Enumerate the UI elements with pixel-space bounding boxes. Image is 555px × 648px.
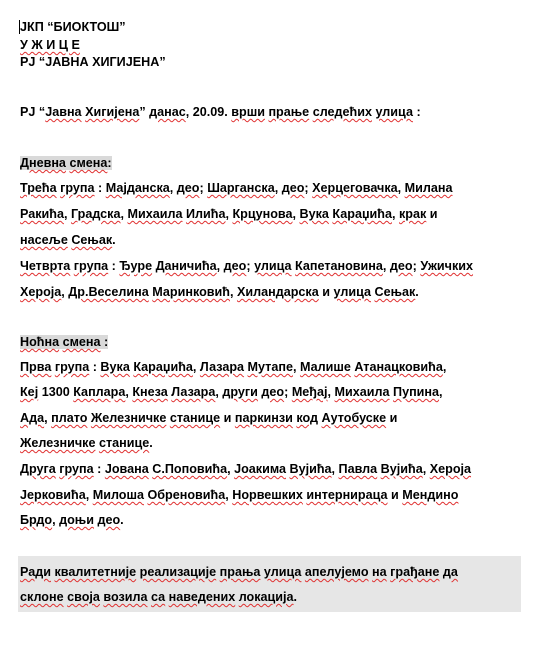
text-seg: група: [73, 259, 109, 273]
text-seg: Сењак: [374, 285, 416, 299]
text-seg: ,: [382, 259, 390, 273]
text-seg: и: [387, 488, 403, 502]
text-seg: 1300: [38, 385, 74, 399]
text-seg: Мајданска: [105, 181, 170, 195]
text-seg: улица: [263, 565, 302, 579]
text-seg: С.Поповића: [152, 462, 228, 476]
text-seg: Јована: [104, 462, 149, 476]
text-seg: код: [296, 411, 319, 425]
intro-seg: следећих: [312, 105, 372, 119]
text-seg: :: [94, 181, 106, 195]
text-seg: .: [112, 233, 116, 247]
text-seg: наведених: [168, 590, 236, 604]
text-seg: Прва: [20, 360, 52, 374]
text-seg: :: [89, 360, 101, 374]
text-seg: Вука: [100, 360, 130, 374]
text-seg: Лазара: [171, 385, 216, 399]
text-seg: локација: [238, 590, 294, 604]
text-seg: Хероја: [429, 462, 472, 476]
text-seg: Вујића: [289, 462, 332, 476]
text-seg: ,: [44, 411, 52, 425]
text-seg: део: [389, 259, 413, 273]
text-seg: насеље: [20, 233, 68, 247]
text-seg: део: [223, 259, 247, 273]
text-seg: Јерковића: [20, 488, 86, 502]
text-seg: Херцеговачка: [312, 181, 398, 195]
text-seg: .: [415, 285, 419, 299]
company-name-text: ЈКП “БИОКТОШ”: [20, 20, 126, 34]
text-seg: склоне: [20, 590, 64, 604]
text-seg: група: [59, 462, 94, 476]
text-seg: Даничића: [155, 259, 217, 273]
day-shift-line: [20, 180, 452, 196]
text-seg: Железничке: [90, 411, 167, 425]
text-seg: ,: [120, 207, 128, 221]
text-seg: ,: [85, 488, 93, 502]
text-seg: Међај: [291, 385, 328, 399]
intro-seg: Хигијена: [85, 105, 140, 119]
heading-seg: смена: [69, 156, 108, 170]
text-seg: интернираца: [306, 488, 388, 502]
text-seg: други: [222, 385, 258, 399]
unit-name: [20, 54, 166, 70]
text-seg: станице: [169, 411, 221, 425]
heading-seg: :: [107, 156, 112, 170]
text-seg: са: [151, 590, 166, 604]
text-seg: и: [220, 411, 235, 425]
text-seg: ,: [216, 259, 224, 273]
text-seg: ,: [392, 207, 399, 221]
day-shift-heading: [20, 155, 112, 171]
night-shift-line: [20, 487, 458, 503]
text-seg: Железничке: [20, 436, 96, 450]
text-seg: Обреновића: [147, 488, 226, 502]
text-seg: Мутапе: [247, 360, 293, 374]
text-seg: и: [318, 285, 334, 299]
text-seg: возила: [103, 590, 148, 604]
intro-seg: :: [412, 105, 421, 119]
text-seg: ,: [327, 385, 335, 399]
text-seg: улица: [254, 259, 292, 273]
text-seg: и: [386, 411, 398, 425]
text-seg: ,: [125, 385, 133, 399]
text-seg: Атанацковића: [354, 360, 443, 374]
intro-seg: , 20.09.: [185, 105, 232, 119]
text-seg: ;: [412, 259, 421, 273]
text-seg: ,: [422, 462, 430, 476]
text-seg: прања: [219, 565, 261, 579]
heading-seg: Дневна: [20, 156, 66, 170]
text-seg: ,: [442, 360, 447, 374]
text-seg: део: [281, 181, 305, 195]
text-seg: ,: [52, 513, 60, 527]
text-seg: део: [97, 513, 121, 527]
text-seg: плато: [51, 411, 88, 425]
intro-seg: прање: [268, 105, 310, 119]
text-seg: ,: [215, 385, 223, 399]
day-shift-line: [20, 232, 116, 248]
day-shift-line: [20, 284, 419, 300]
night-shift-line: [20, 359, 446, 375]
text-seg: ,: [292, 207, 300, 221]
text-seg: Ради: [20, 565, 51, 579]
text-seg: ,: [274, 181, 282, 195]
text-seg: Караџића: [133, 360, 193, 374]
text-seg: Милана: [404, 181, 453, 195]
text-seg: ;: [284, 385, 292, 399]
intro-line: [20, 104, 421, 120]
text-seg: Михаила: [127, 207, 183, 221]
text-seg: Ракића: [20, 207, 64, 221]
text-seg: Градска: [70, 207, 121, 221]
heading-seg: :: [100, 335, 109, 349]
text-seg: доњи: [59, 513, 94, 527]
night-shift-heading: [20, 334, 108, 350]
text-seg: ,: [192, 360, 200, 374]
intro-seg: улица: [375, 105, 413, 119]
text-seg: да: [442, 565, 458, 579]
text-seg: улица: [333, 285, 371, 299]
text-seg: део: [176, 181, 200, 195]
text-seg: Брдо: [20, 513, 53, 527]
text-seg: Мендино: [402, 488, 459, 502]
text-seg: група: [60, 181, 95, 195]
text-seg: ,: [63, 207, 71, 221]
text-seg: Вујића: [380, 462, 423, 476]
text-seg: ;: [304, 181, 313, 195]
text-seg: ,: [225, 488, 233, 502]
text-seg: ;: [199, 181, 208, 195]
text-seg: ,: [227, 462, 235, 476]
text-seg: своја: [67, 590, 100, 604]
night-shift-line: [20, 461, 471, 477]
text-seg: ,: [292, 360, 300, 374]
text-seg: Караџића: [332, 207, 392, 221]
text-seg: Хероја: [20, 285, 62, 299]
text-seg: Каплара: [73, 385, 126, 399]
text-seg: ,: [331, 462, 339, 476]
text-seg: ,: [229, 285, 237, 299]
text-seg: Трећа: [20, 181, 57, 195]
text-seg: Хиландарска: [236, 285, 319, 299]
text-seg: .: [149, 436, 153, 450]
text-seg: Лазара: [199, 360, 245, 374]
text-seg: ,: [439, 385, 443, 399]
text-seg: и: [426, 207, 438, 221]
night-shift-line: [20, 512, 124, 528]
text-seg: ,: [169, 181, 177, 195]
text-seg: Михаила: [334, 385, 390, 399]
text-seg: реализације: [139, 565, 217, 579]
text-seg: Норвешких: [232, 488, 303, 502]
notice-line: [20, 564, 458, 580]
text-seg: Јоакима: [234, 462, 286, 476]
text-seg: Илића: [185, 207, 226, 221]
text-seg: ,: [225, 207, 233, 221]
text-seg: Кеј: [20, 385, 39, 399]
intro-seg: врши: [231, 105, 265, 119]
text-seg: Малише: [299, 360, 351, 374]
text-seg: Аутобуске: [321, 411, 387, 425]
text-seg: Ђуре: [119, 259, 153, 273]
text-seg: ;: [246, 259, 255, 273]
text-seg: Милоша: [92, 488, 144, 502]
text-seg: део: [261, 385, 285, 399]
heading-seg: смена: [62, 335, 101, 349]
text-seg: Др.Веселина: [68, 285, 149, 299]
unit-name-text: РЈ “ЈАВНА ХИГИЈЕНА”: [20, 55, 166, 69]
text-seg: .: [293, 590, 298, 604]
day-shift-line: [20, 258, 473, 274]
text-seg: апелујемо: [304, 565, 369, 579]
text-seg: станице: [98, 436, 150, 450]
text-seg: Четврта: [20, 259, 71, 273]
night-shift-line: [20, 435, 153, 451]
day-shift-line: [20, 206, 438, 222]
intro-seg: РЈ “: [20, 105, 46, 119]
city-name-text: У Ж И Ц Е: [20, 38, 80, 52]
text-seg: Сењак: [71, 233, 113, 247]
text-seg: :: [93, 462, 105, 476]
text-seg: :: [108, 259, 120, 273]
text-seg: на: [372, 565, 387, 579]
text-seg: крак: [399, 207, 427, 221]
text-seg: Павла: [338, 462, 378, 476]
text-seg: паркинзи: [234, 411, 293, 425]
text-seg: Маринковић: [152, 285, 230, 299]
text-seg: Ада: [20, 411, 45, 425]
city-name: [20, 37, 80, 53]
text-seg: ,: [61, 285, 69, 299]
text-seg: Шарганска: [207, 181, 275, 195]
notice-line: [20, 589, 297, 605]
text-seg: Крцунова: [232, 207, 293, 221]
intro-seg: Јавна: [45, 105, 82, 119]
text-seg: Вука: [299, 207, 329, 221]
night-shift-line: [20, 410, 397, 426]
intro-seg: ”: [139, 105, 150, 119]
text-seg: Ужичких: [420, 259, 474, 273]
text-seg: .: [120, 513, 124, 527]
night-shift-line: [20, 384, 443, 400]
text-seg: квалитетније: [54, 565, 137, 579]
text-seg: ,: [397, 181, 405, 195]
company-name: [20, 19, 126, 35]
text-seg: Капетановина: [295, 259, 383, 273]
text-seg: Кнеза: [132, 385, 168, 399]
text-seg: грађане: [390, 565, 440, 579]
heading-seg: Ноћна: [20, 335, 60, 349]
intro-seg: данас: [149, 105, 186, 119]
text-seg: група: [54, 360, 90, 374]
text-seg: Друга: [20, 462, 56, 476]
text-seg: Пупина: [393, 385, 440, 399]
